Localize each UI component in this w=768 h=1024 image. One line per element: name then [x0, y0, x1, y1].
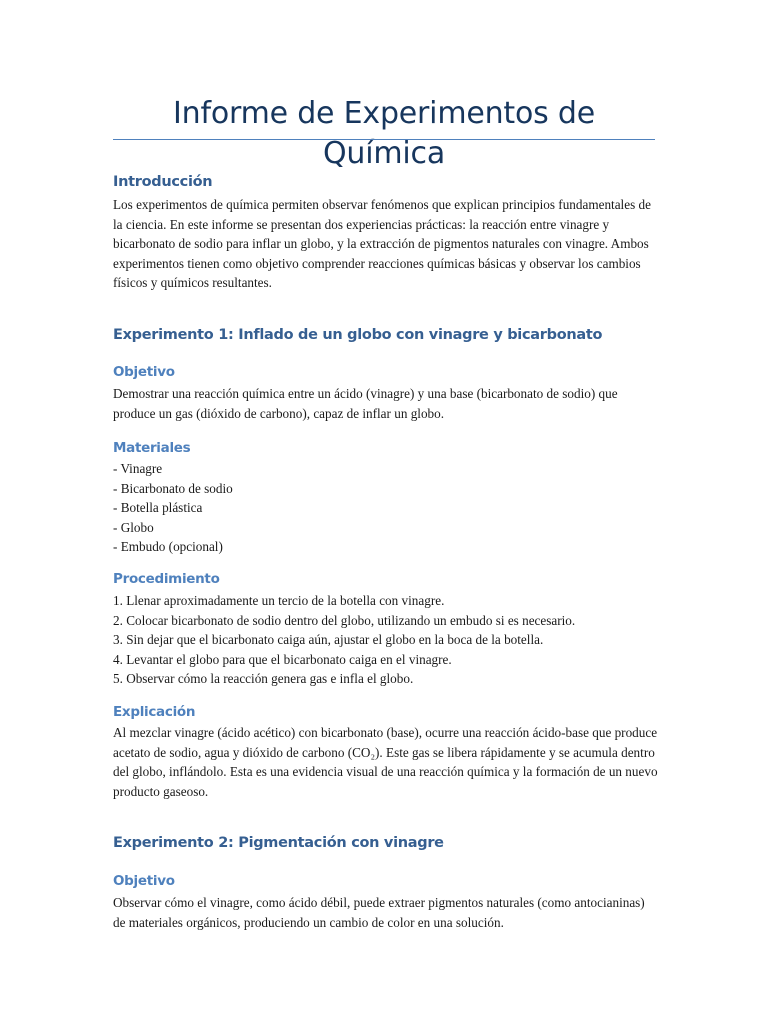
procedure-list — [113, 591, 658, 689]
material-item: - Globo — [113, 519, 154, 535]
intro-heading: Introducción — [113, 174, 213, 190]
document-title: Informe de Experimentos de Química — [173, 96, 595, 171]
material-item: - Botella plástica — [113, 500, 203, 515]
exp1-materials-heading: Materiales — [113, 440, 191, 456]
procedure-step: 3. Sin dejar que el bicarbonato caiga aún, ajustar el globo en la boca de la botella. — [113, 632, 544, 647]
procedure-step: 2. Colocar bicarbonato de sodio dentro del globo, utilizando un embudo si es necesario. — [113, 612, 576, 628]
exp1-explanation-heading: Explicación — [113, 704, 196, 720]
exp1-objective-text: Demostrar una reacción química entre un ácido (vinagre) y una base (bicarbonato de sodio) que produce un gas (dióxido de carbono), capaz de inflar un globo. — [113, 386, 618, 421]
procedure-step: 4. Levantar el globo para que el bicarbonato caiga en el vinagre. — [113, 651, 452, 667]
material-item: - Vinagre — [113, 461, 163, 476]
exp1-procedure-heading: Procedimiento — [113, 571, 220, 587]
experiment2-heading: Experimento 2: Pigmentación con vinagre — [113, 835, 444, 851]
procedure-step: 5. Observar cómo la reacción genera gas e infla el globo. — [113, 671, 414, 686]
materials-list — [113, 459, 658, 557]
exp1-explanation-text: Al mezclar vinagre (ácido acético) con bicarbonato (base), ocurre una reacción ácido-base que produce acetato de sodio, agua y dióxido de carbono (CO₂). Este gas se libera rápidamente y se acumula dentro del globo, inflándolo. Esta es una evidencia visual de una reacción química y la formación de un nuevo producto gaseoso. — [113, 725, 658, 799]
material-item: - Embudo (opcional) — [113, 539, 223, 554]
intro-paragraph: Los experimentos de química permiten observar fenómenos que explican principios fundamentales de la ciencia. En este informe se presentan dos experiencias prácticas: la reacción entre vinagre y bicarbonato de sodio para inflar un globo, y la extracción de pigmentos naturales con vinagre. Ambos experimentos tienen como objetivo comprender reacciones químicas básicas y observar los cambios físicos y químicos resultantes. — [113, 197, 651, 290]
material-item: - Bicarbonato de sodio — [113, 480, 233, 496]
exp2-objective-text: Observar cómo el vinagre, como ácido débil, puede extraer pigmentos naturales (como antocianinas) de materiales orgánicos, produciendo un cambio de color en una solución. — [113, 895, 645, 930]
exp2-objective-heading: Objetivo — [113, 873, 175, 889]
procedure-step: 1. Llenar aproximadamente un tercio de la botella con vinagre. — [113, 593, 445, 608]
title-underline — [113, 139, 655, 140]
experiment1-heading: Experimento 1: Inflado de un globo con vinagre y bicarbonato — [113, 327, 603, 343]
exp1-objective-heading: Objetivo — [113, 364, 175, 380]
